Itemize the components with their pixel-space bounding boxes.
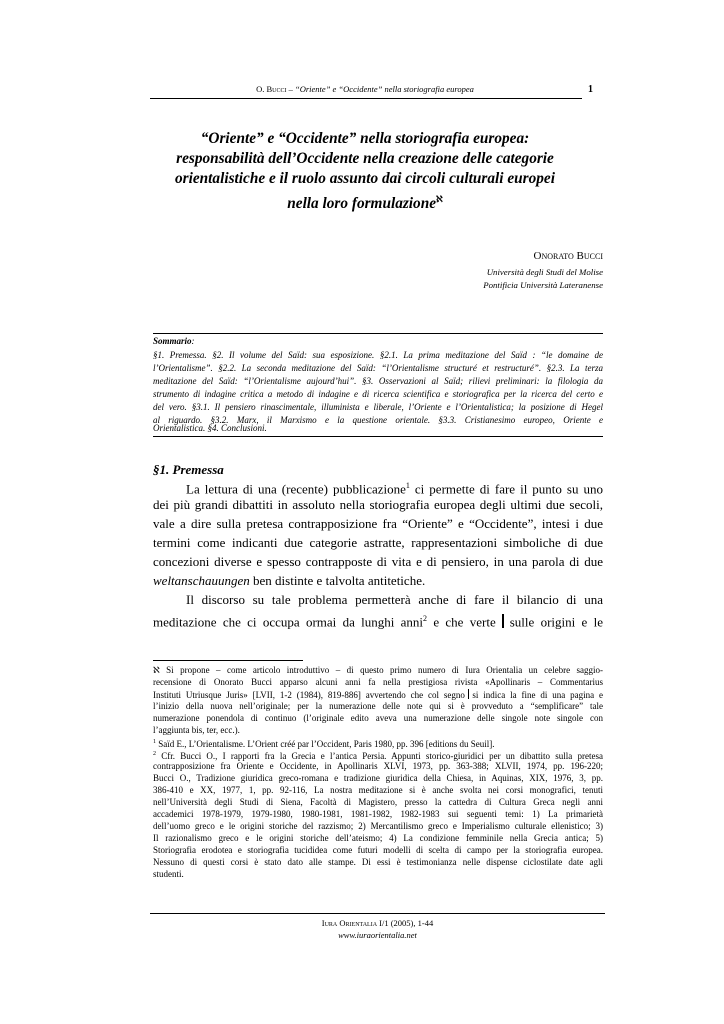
author-name: Onorato Bucci bbox=[533, 250, 603, 262]
body-text: e che verte bbox=[427, 614, 496, 630]
footnote-rule bbox=[153, 660, 303, 661]
footnote-line: studenti. bbox=[153, 869, 184, 879]
footnote-ref-1: 1 bbox=[405, 481, 410, 490]
body-line: termini come indicanti due categorie astratte, rappresentazioni simboliche di due bbox=[153, 535, 603, 550]
body-line: dei più grandi dibattiti in assoluto nella storiografia europea degli ultimi due secoli, bbox=[153, 497, 603, 512]
header-separator: – bbox=[288, 84, 293, 94]
footnote-line: accademici 1978-1979, 1979-1980, 1980-1981, 1981-1982, 1982-1983 sui seguenti temi: 1) La primarietà bbox=[153, 809, 603, 819]
summary-line: Orientalistica. §4. Conclusioni. bbox=[153, 423, 267, 433]
article-title bbox=[150, 129, 580, 214]
summary-colon: : bbox=[191, 336, 195, 346]
footer-rule bbox=[150, 913, 605, 914]
page-break-marker bbox=[468, 689, 470, 699]
title-line-3: orientalistiche e il ruolo assunto dai circoli culturali europei bbox=[175, 170, 555, 187]
footer-url[interactable]: www.iuraorientalia.net bbox=[338, 930, 417, 940]
summary-heading bbox=[153, 336, 195, 346]
footnote-text: Cfr. Bucci O., I rapporti fra la Grecia e l’antica Persia. Appunti storico-giuridici per un dibattito sulla pretesa bbox=[161, 751, 603, 761]
footnote-line: Bucci O., Tradizione giuridica greco-romana e tradizione giuridica della Chiesa, in Aquinas, XIX, 1976, 3, pp. bbox=[153, 773, 603, 783]
footer-journal: Iura Orientalia I/1 (2005), 1-44 bbox=[321, 918, 434, 928]
footnote-line: recensione di Onorato Bucci apparso alcuni anni fa nella prestigiosa rivista «Apollinaris – Commentarius bbox=[153, 677, 603, 687]
running-header bbox=[150, 84, 580, 94]
title-line-4 bbox=[150, 189, 580, 214]
footnote-line bbox=[153, 689, 603, 702]
footnote-text: Saïd E., L’Orientalisme. L’Orient créé par l’Occident, Paris 1980, pp. 396 [editions du Seuil]. bbox=[158, 739, 495, 749]
page-number: 1 bbox=[588, 84, 593, 95]
footnote-text: Si propone – come articolo introduttivo – di questo primo numero di Iura Orientalia un celebre saggio- bbox=[166, 665, 604, 675]
footnote-text: Instituti Utriusque Juris» [LVII, 1-2 (1984), 819-886] avvertendo che col segno bbox=[153, 690, 465, 700]
footnote-line bbox=[153, 665, 603, 677]
footnote-ref-2: 2 bbox=[423, 614, 428, 623]
footnote-text: si indica la fine di una pagina e bbox=[472, 690, 603, 700]
footnote-line: 386-410 e XX, 1977, 1, pp. 92-116, La nostra meditazione si è anche svolta nei corsi monografici, tenuti bbox=[153, 785, 603, 795]
summary-line: §1. Premessa. §2. Il volume del Saïd: sua esposizione. §2.1. La prima meditazione del Saïd : “le domaine de bbox=[153, 350, 603, 360]
footnote-number: 1 bbox=[153, 739, 156, 745]
footnote-mark: ℵ bbox=[153, 665, 160, 675]
footnote-line: l’aggiunta bis, ter, ecc.). bbox=[153, 725, 240, 735]
footnote-number: 2 bbox=[153, 751, 156, 757]
summary-line: al riguardo. §3.2. Marx, il Marxismo e la questione orientale. §3.3. Cristianesimo europeo, Oriente e bbox=[153, 415, 603, 425]
footnote-line: numerazione ponendola di continuo (l’originale edito aveva una numerazione delle singole note singole con bbox=[153, 713, 603, 723]
title-line-4-text: nella loro formulazione bbox=[287, 195, 437, 213]
footnote-line: l’inizio della nuova nell’originale; per la numerazione delle note qui si è provveduto a “semplificare” tale bbox=[153, 701, 603, 711]
body-text: La lettura di una (recente) pubblicazione bbox=[186, 481, 406, 497]
footnote-line: Nessuno di questi corsi è stato dato alle stampe. Di essi è testimonianza nelle dispense ciclostilate date agli bbox=[153, 857, 603, 867]
footnote-line: contrapposizione fra Oriente e Occidente, in Apollinaris XLVI, 1973, pp. 363-388; XLVII, 1974, pp. 196-220; bbox=[153, 761, 603, 771]
summary-line: del vero. §3.1. Il pensiero rinascimentale, illuminista e liberale, l’Oriente e l’Orientalistica; la posizione di Hegel bbox=[153, 402, 603, 412]
header-author: O. Bucci bbox=[256, 84, 287, 94]
section-heading: §1. Premessa bbox=[153, 462, 224, 477]
summary-line: meditazione del Saïd: “l’Orientalisme aujourd’hui”. §3. Osservazioni al Saïd; rilievi preliminari: la filologia da bbox=[153, 376, 603, 386]
body-text: ci permette di fare il punto su uno bbox=[409, 481, 603, 497]
summary-heading-text: Sommario bbox=[153, 336, 192, 346]
summary-line: l’Orientalisme”. §2.2. La seconda meditazione del Saïd: “l’Orientalisme structuré et restructuré”. §2.3. La terza bbox=[153, 363, 603, 373]
summary-top-rule bbox=[153, 333, 603, 334]
body-line: vale a dire sulla pretesa contrapposizione fra “Oriente” e “Occidente”, intesi i due bbox=[153, 516, 603, 531]
affiliation-1: Università degli Studi del Molise bbox=[486, 267, 603, 277]
footnote-line: Storiografia erodotea e storiografia tucididea come futuri modelli di scelta di campo per la storiografia europea. bbox=[153, 845, 603, 855]
summary-line: strumento di indagine critica a metodo di indagine e di ricerca scientifica e storiografica per la ricerca del certo e bbox=[153, 389, 603, 399]
body-line: Il discorso su tale problema permetterà anche di fare il bilancio di una bbox=[186, 592, 603, 607]
footnote-line: dell’uomo greco e le origini storiche del razzismo; 2) Mercantilismo greco e Imperialismo culturale ellenistico; 3) bbox=[153, 821, 603, 831]
footnote-line: Il razionalismo greco e le origini storiche dell’ateismo; 4) La condizione femminile nella Grecia antica; 5) bbox=[153, 833, 603, 843]
affiliation-2: Pontificia Università Lateranense bbox=[483, 280, 603, 290]
footnote-line: nell’Università degli Studi di Siena, Facoltà di Magistero, presso la cattedra di Cultura Greca negli anni bbox=[153, 797, 603, 807]
title-line-1: “Oriente” e “Occidente” nella storiografia europea: bbox=[200, 130, 530, 147]
body-text: meditazione che ci occupa ormai da lunghi anni bbox=[153, 614, 424, 630]
page-break-marker bbox=[502, 614, 504, 628]
body-italic-term: weltanschauungen bbox=[153, 573, 250, 588]
body-line: concezioni diverse e spesso contrapposte di vita e di pensiero, in una parola di due bbox=[153, 554, 603, 569]
header-rule bbox=[150, 98, 582, 99]
summary-bottom-rule bbox=[153, 436, 603, 437]
title-line-2: responsabilità dell’Occidente nella creazione delle categorie bbox=[176, 150, 554, 167]
body-text: ben distinte e talvolta antitetiche. bbox=[249, 573, 426, 588]
header-running-title: “Oriente” e “Occidente” nella storiografia europea bbox=[295, 84, 474, 94]
body-line bbox=[153, 571, 603, 590]
title-footnote-mark: ℵ bbox=[436, 194, 443, 204]
body-line bbox=[153, 609, 603, 631]
body-text: sulle origini e le bbox=[509, 614, 603, 630]
